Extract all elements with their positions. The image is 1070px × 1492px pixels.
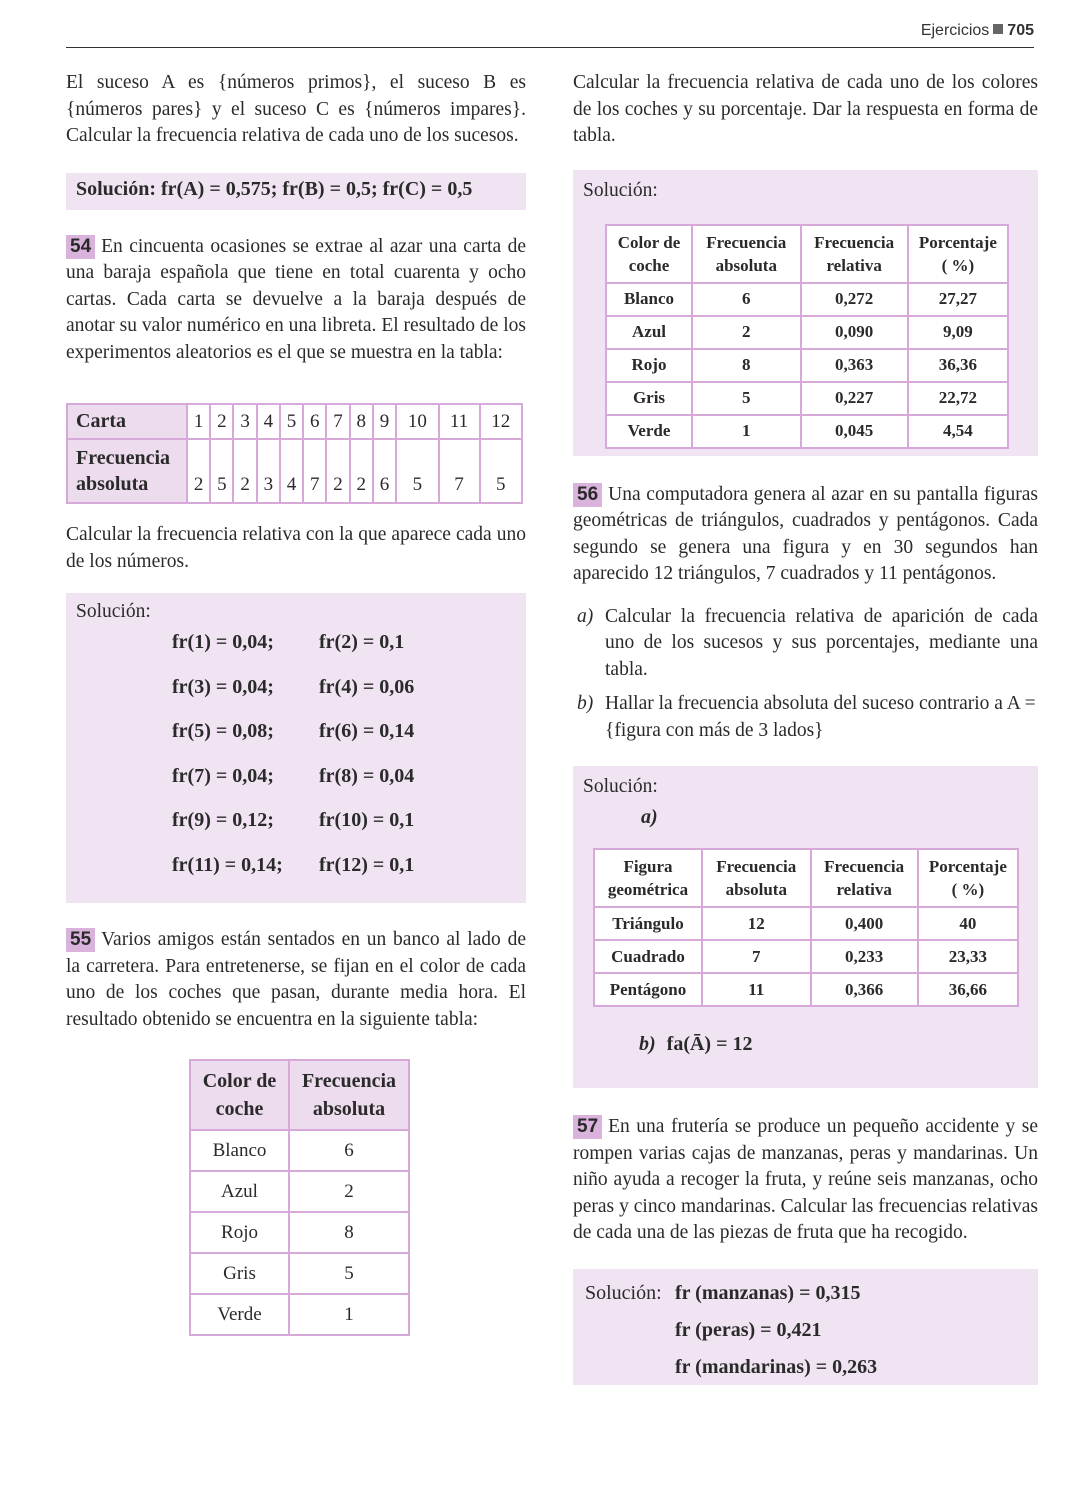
frequency-cell: 5: [210, 439, 233, 503]
exercise-54-question: Calcular la frecuencia relativa con la que aparece cada uno de los números.: [66, 524, 526, 572]
solution-row: fr (mandarinas) = 0,263: [675, 1355, 878, 1378]
table-row: [606, 382, 1008, 415]
table-cell: 9,09: [908, 316, 1008, 349]
table-cell: Azul: [606, 316, 692, 349]
table-row: [594, 849, 1018, 907]
card-cell: 1: [187, 404, 210, 439]
table-row: [606, 316, 1008, 349]
exercise-54-text: En cincuenta ocasiones se extrae al azar una carta de una baraja española que tiene en total cuarenta y ocho cartas. Cada carta se devuelve a la baraja después de anotar su valor numérico en una libreta. El resultado de los experimentos aleatorios es el que se muestra en la tabla:: [66, 235, 526, 363]
frequency-cell: 5: [289, 1253, 409, 1294]
table-cell: 23,33: [918, 940, 1018, 973]
table-cell: Gris: [606, 382, 692, 415]
frequency-cell: 7: [303, 439, 326, 503]
solution-53-text: Solución: fr(A) = 0,575; fr(B) = 0,5; fr(C) = 0,5: [76, 177, 473, 200]
page-header: [66, 22, 1034, 48]
relative-frequency: fr(7) = 0,04;: [172, 764, 274, 787]
relative-frequency: fr(10) = 0,1: [319, 809, 415, 831]
table-row: [67, 404, 522, 439]
frequency-cell: 6: [373, 439, 396, 503]
table-row: [606, 349, 1008, 382]
table-row: [594, 940, 1018, 973]
table-cell: 0,272: [801, 283, 908, 316]
solution-55-heading: Solución:: [583, 179, 658, 201]
table-cell: Pentágono: [594, 973, 702, 1006]
color-cell: Verde: [190, 1294, 289, 1335]
table-cell: 5: [692, 382, 801, 415]
exercise-55-text: Varios amigos están sentados en un banco al lado de la carretera. Para entretenerse, se fijan en el color de cada uno de los coches que pasan, durante media hora. El resultado obtenido se encuentra en la siguiente tabla:: [66, 929, 526, 1030]
table-cell: 22,72: [908, 382, 1008, 415]
exercise-56-part-b: [573, 691, 1038, 744]
solution-row: [76, 854, 516, 899]
table-row: [190, 1060, 409, 1130]
car-colors-table: [189, 1059, 410, 1336]
card-cell: 3: [233, 404, 256, 439]
column-header: Porcentaje ( %): [908, 225, 1008, 283]
table-cell: 0,045: [801, 415, 908, 448]
solution-57-values: [675, 1275, 1038, 1386]
table-row: [606, 415, 1008, 448]
relative-frequency: fr(4) = 0,06: [319, 675, 415, 698]
relative-frequency: fr(8) = 0,04: [319, 764, 415, 787]
cards-table: [66, 403, 523, 504]
column-header: Frecuencia relativa: [811, 849, 918, 907]
frequency-cell: 8: [289, 1212, 409, 1253]
card-cell: 6: [303, 404, 326, 439]
exercise-number-56: 56: [573, 483, 602, 507]
relative-frequency: fr(11) = 0,14;: [172, 853, 283, 876]
part-b-label: b): [577, 693, 594, 714]
section-title: Ejercicios: [920, 22, 990, 39]
table-cell: 36,36: [908, 349, 1008, 382]
solution-56-a-label: a): [641, 806, 658, 828]
frequency-row-label: Frecuencia absoluta: [67, 439, 187, 503]
table-row: [190, 1171, 409, 1212]
column-header: Color de coche: [606, 225, 692, 283]
column-header: Frecuencia absoluta: [702, 849, 811, 907]
solution-56-heading: Solución:: [583, 776, 658, 797]
solution-row: fr (peras) = 0,421: [675, 1318, 822, 1341]
table-cell: 12: [702, 907, 811, 940]
cards-row-label: Carta: [67, 404, 187, 439]
table-cell: 7: [702, 940, 811, 973]
column-header: Figura geométrica: [594, 849, 702, 907]
relative-frequency: fr(1) = 0,04;: [172, 631, 274, 653]
card-cell: 5: [280, 404, 303, 439]
exercise-number-55: 55: [66, 928, 95, 952]
frequency-cell: 2: [350, 439, 373, 503]
table-cell: 36,66: [918, 973, 1018, 1006]
relative-frequency: fr(6) = 0,14: [319, 720, 415, 742]
table-cell: 0,090: [801, 316, 908, 349]
table-row: [190, 1294, 409, 1335]
table-cell: 11: [702, 973, 811, 1006]
table-cell: 40: [918, 907, 1018, 940]
exercise-number-57: 57: [573, 1115, 602, 1139]
card-cell: 8: [350, 404, 373, 439]
frequency-cell: 7: [439, 439, 480, 503]
table-cell: 0,400: [811, 907, 918, 940]
solution-53: [66, 173, 526, 210]
column-header: Frecuencia absoluta: [289, 1060, 409, 1130]
exercise-number-54: 54: [66, 235, 95, 259]
table-row: [67, 439, 522, 503]
table-row: [594, 907, 1018, 940]
frequency-cell: 3: [257, 439, 280, 503]
solution-row: [76, 631, 516, 676]
card-cell: 11: [439, 404, 480, 439]
frequency-cell: 6: [289, 1130, 409, 1171]
solution-56: [573, 766, 1038, 1088]
frequency-cell: 2: [233, 439, 256, 503]
color-cell: Azul: [190, 1171, 289, 1212]
exercise-56: [573, 482, 1038, 588]
table-cell: Triángulo: [594, 907, 702, 940]
frequency-cell: 2: [326, 439, 349, 503]
solution-54-heading: Solución:: [76, 601, 151, 622]
color-cell: Blanco: [190, 1130, 289, 1171]
table-cell: 4,54: [908, 415, 1008, 448]
table-cell: 6: [692, 283, 801, 316]
page-number: 705: [1007, 22, 1034, 39]
solution-row: [76, 809, 516, 854]
table-row: [606, 283, 1008, 316]
frequency-cell: 1: [289, 1294, 409, 1335]
exercise-56-text: Una computadora genera al azar en su pantalla figuras geométricas de triángulos, cuadrados y pentágonos. Cada segundo se genera una figura y en 30 segundos han aparecido 12 triángulos, 7 cuadrados y 11 pentágonos.: [573, 483, 1038, 584]
table-cell: 8: [692, 349, 801, 382]
column-header: Frecuencia absoluta: [692, 225, 801, 283]
frequency-cell: 5: [480, 439, 522, 503]
table-cell: Blanco: [606, 283, 692, 316]
solution-row: [76, 765, 516, 810]
solution-row: [76, 676, 516, 721]
table-cell: 1: [692, 415, 801, 448]
card-cell: 7: [326, 404, 349, 439]
figures-solution-table: [593, 848, 1019, 1007]
card-cell: 10: [396, 404, 438, 439]
solution-57-heading: Solución:: [585, 1281, 662, 1304]
table-cell: Cuadrado: [594, 940, 702, 973]
exercise-56-part-a: [573, 604, 1038, 684]
solution-57: [573, 1269, 1038, 1385]
solution-56-b-value: fa(Ā) = 12: [666, 1033, 753, 1055]
table-cell: Verde: [606, 415, 692, 448]
table-row: [190, 1130, 409, 1171]
table-row: [594, 973, 1018, 1006]
table-row: [190, 1253, 409, 1294]
table-cell: Rojo: [606, 349, 692, 382]
solution-55: [573, 170, 1038, 456]
table-row: [190, 1212, 409, 1253]
column-header: Color de coche: [190, 1060, 289, 1130]
color-cell: Gris: [190, 1253, 289, 1294]
exercise-54: [66, 234, 526, 367]
relative-frequency: fr(12) = 0,1: [319, 853, 415, 876]
table-cell: 27,27: [908, 283, 1008, 316]
part-a-text: Calcular la frecuencia relativa de aparición de cada uno de los sucesos y sus porcentajes, mediante una tabla.: [605, 605, 1038, 680]
table-row: [606, 225, 1008, 283]
column-header: Frecuencia relativa: [801, 225, 908, 283]
solution-54: [66, 593, 526, 903]
relative-frequency: fr(9) = 0,12;: [172, 809, 274, 831]
table-cell: 0,227: [801, 382, 908, 415]
column-header: Porcentaje ( %): [918, 849, 1018, 907]
part-b-text: Hallar la frecuencia absoluta del suceso contrario a A = {figura con más de 3 lados}: [605, 693, 1036, 741]
relative-frequency: fr(5) = 0,08;: [172, 720, 274, 742]
solution-54-values: [76, 631, 516, 898]
solution-56-b-label: b): [639, 1033, 656, 1055]
solution-56-b: [639, 1033, 1038, 1056]
car-colors-solution-table: [605, 224, 1009, 449]
card-cell: 2: [210, 404, 233, 439]
card-cell: 9: [373, 404, 396, 439]
square-bullet-icon: [993, 24, 1003, 34]
right-column: [573, 70, 1038, 1385]
table-cell: 0,363: [801, 349, 908, 382]
solution-57-body: [585, 1275, 1038, 1386]
part-a-label: a): [577, 605, 594, 627]
exercise-53-text: El suceso A es {números primos}, el suceso B es {números pares} y el suceso C es {números impares}. Calcular la frecuencia relativa de cada uno de los sucesos.: [66, 72, 526, 146]
frequency-cell: 4: [280, 439, 303, 503]
card-cell: 4: [257, 404, 280, 439]
solution-row: fr (manzanas) = 0,315: [675, 1281, 861, 1304]
table-cell: 2: [692, 316, 801, 349]
frequency-cell: 5: [396, 439, 438, 503]
frequency-cell: 2: [289, 1171, 409, 1212]
exercise-57-text: En una frutería se produce un pequeño accidente y se rompen varias cajas de manzanas, peras y mandarinas. Un niño ayuda a recoger la fruta, y reúne seis manzanas, ocho peras y cinco mandarinas. Calcular las frecuencias relativas de cada una de las piezas de fruta que ha recogido.: [573, 1116, 1038, 1243]
relative-frequency: fr(3) = 0,04;: [172, 675, 274, 698]
frequency-cell: 2: [187, 439, 210, 503]
running-head: [921, 22, 1034, 40]
table-cell: 0,366: [811, 973, 918, 1006]
exercise-55: [66, 927, 526, 1033]
color-cell: Rojo: [190, 1212, 289, 1253]
exercise-57: [573, 1114, 1038, 1247]
card-cell: 12: [480, 404, 522, 439]
exercise-55-continuation: Calcular la frecuencia relativa de cada uno de los colores de los coches y su porcentaje. Dar la respuesta en forma de tabla.: [573, 72, 1038, 146]
left-column: [66, 70, 526, 1336]
solution-row: [76, 720, 516, 765]
table-cell: 0,233: [811, 940, 918, 973]
relative-frequency: fr(2) = 0,1: [319, 631, 405, 653]
